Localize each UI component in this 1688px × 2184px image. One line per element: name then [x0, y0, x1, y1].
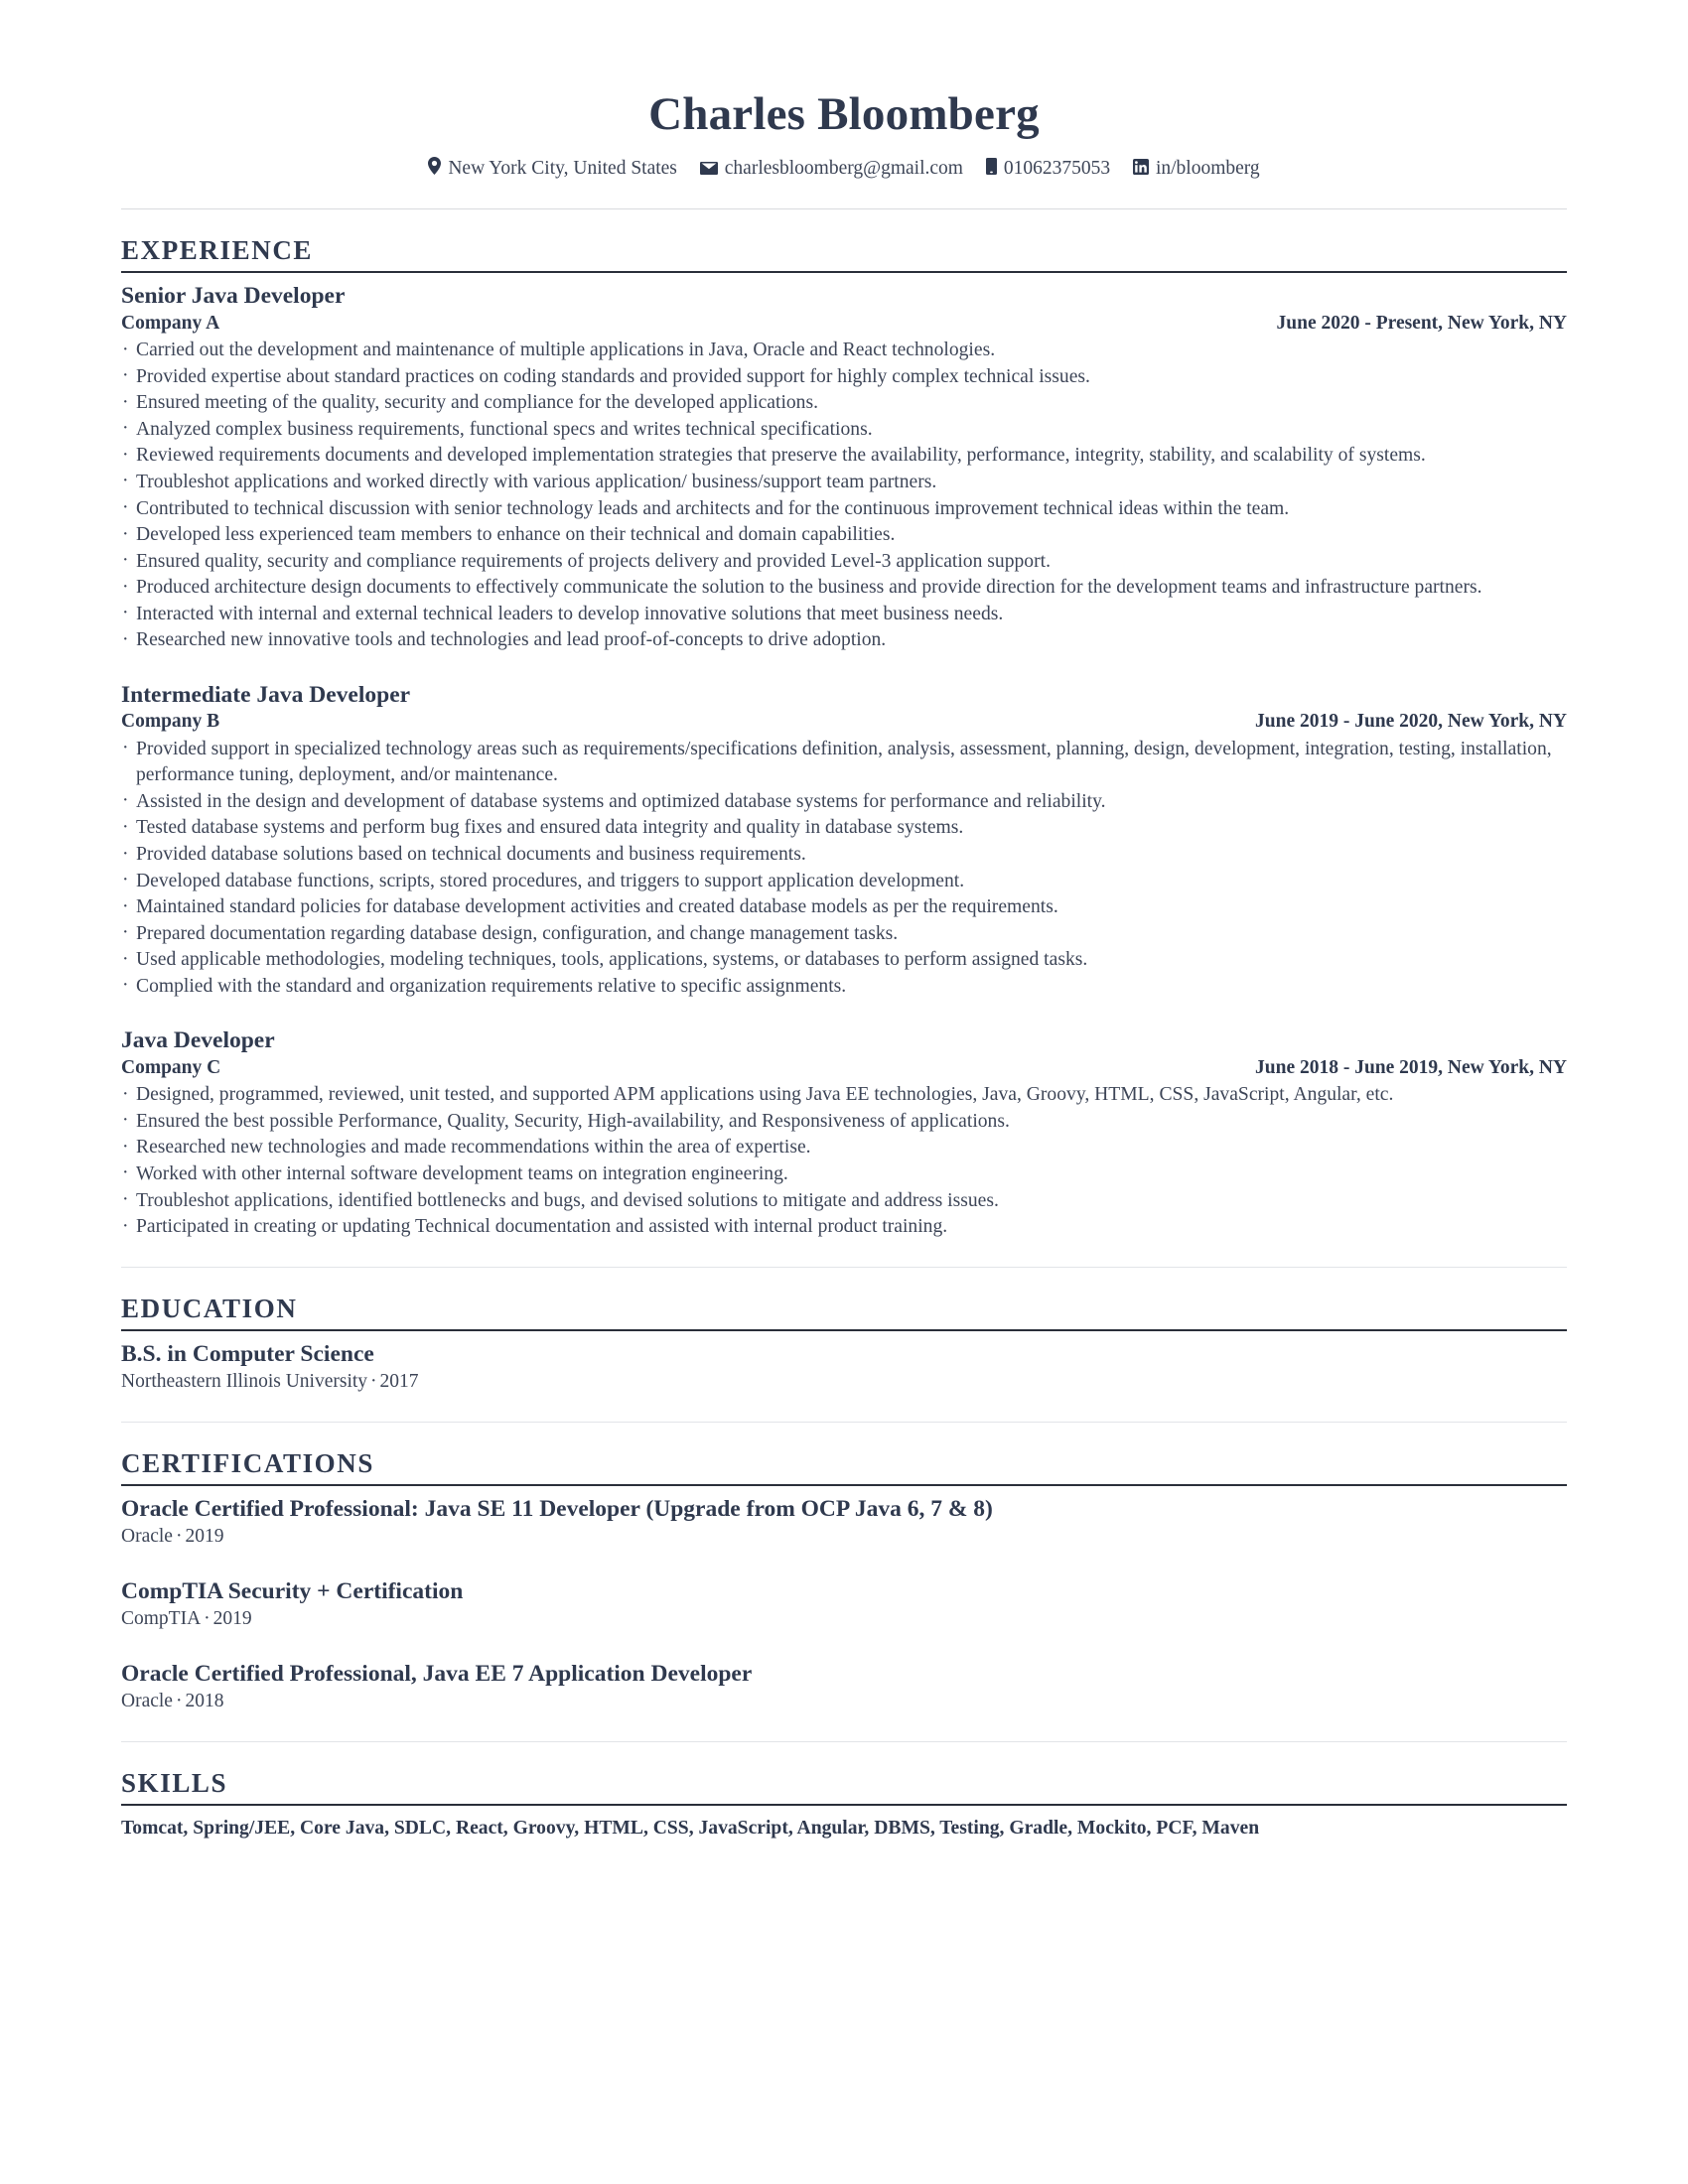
job-bullet: · Worked with other internal software development teams on integration engineering. [121, 1161, 1567, 1188]
job-bullets [121, 737, 1567, 1000]
certification-name: CompTIA Security + Certification [121, 1577, 464, 1604]
contact-email-text: charlesbloomberg@gmail.com [724, 157, 963, 179]
contact-email[interactable] [700, 156, 963, 181]
mobile-phone-icon [986, 158, 997, 181]
section-title-skills: SKILLS [121, 1767, 228, 1798]
certification-year: 2018 [185, 1691, 224, 1712]
certification-issuer: CompTIA [121, 1608, 202, 1630]
certification-name: Oracle Certified Professional, Java EE 7 Application Developer [121, 1660, 753, 1687]
section-title-experience: EXPERIENCE [121, 235, 314, 266]
job-bullet: · Produced architecture design documents to effectively communicate the solution to the business and provide direction for the development teams and infrastructure partners. [121, 575, 1567, 602]
certification-separator: · [175, 1526, 183, 1548]
job-bullet: · Contributed to technical discussion with senior technology leads and architects and for the continuous improvement technical ideas within the team. [121, 496, 1567, 523]
experience-entry [121, 681, 1567, 1001]
section-rule [121, 1329, 1567, 1331]
section-experience [121, 235, 1567, 1240]
section-rule [121, 271, 1567, 273]
job-bullets [121, 1082, 1567, 1240]
section-certifications [121, 1448, 1567, 1715]
section-title-certifications: CERTIFICATIONS [121, 1447, 374, 1478]
certification-entry [121, 1660, 1567, 1715]
job-title: Senior Java Developer [121, 283, 346, 310]
job-bullet: · Maintained standard policies for database development activities and created database models as per the requirements. [121, 894, 1567, 921]
job-bullet: · Ensured the best possible Performance, Quality, Security, High-availability, and Responsiveness of applications. [121, 1109, 1567, 1136]
resume-header [121, 89, 1567, 209]
job-bullet: · Prepared documentation regarding database design, configuration, and change management tasks. [121, 921, 1567, 948]
header-divider [121, 208, 1567, 209]
certification-meta [121, 1524, 1567, 1550]
certification-issuer: Oracle [121, 1526, 173, 1548]
section-divider [121, 1741, 1567, 1742]
job-bullet: · Developed database functions, scripts, stored procedures, and triggers to support application development. [121, 869, 1567, 895]
job-meta [121, 1056, 1567, 1080]
job-bullet: · Carried out the development and maintenance of multiple applications in Java, Oracle and React technologies. [121, 338, 1567, 364]
contact-location [428, 156, 677, 181]
certification-year: 2019 [212, 1608, 252, 1630]
job-bullet: · Ensured quality, security and compliance requirements of projects delivery and provided Level-3 application support. [121, 549, 1567, 576]
job-meta [121, 312, 1567, 336]
section-title-education: EDUCATION [121, 1293, 298, 1323]
job-title: Java Developer [121, 1027, 275, 1054]
contact-location-text: New York City, United States [448, 157, 677, 179]
location-pin-icon [428, 157, 441, 181]
job-bullet: · Troubleshot applications and worked directly with various application/ business/support team partners. [121, 470, 1567, 496]
contact-info-line [121, 156, 1567, 181]
contact-phone[interactable] [986, 156, 1110, 181]
job-bullet: · Provided support in specialized technology areas such as requirements/specifications definition, analysis, assessment, planning, design, development, integration, testing, installation, performance tuning, deployment, and/or maintenance. [121, 737, 1567, 789]
job-bullet: · Complied with the standard and organization requirements relative to specific assignments. [121, 974, 1567, 1001]
certification-entry [121, 1577, 1567, 1633]
contact-linkedin[interactable] [1133, 156, 1260, 181]
linkedin-icon [1133, 158, 1149, 181]
education-separator: · [370, 1371, 377, 1393]
envelope-icon [700, 158, 718, 181]
job-bullet: · Developed less experienced team members to enhance on their technical and domain capabilities. [121, 522, 1567, 549]
job-title: Intermediate Java Developer [121, 681, 411, 708]
job-dates-location: June 2019 - June 2020, New York, NY [1255, 711, 1567, 733]
job-bullet: · Analyzed complex business requirements, functional specs and writes technical specifications. [121, 417, 1567, 444]
contact-phone-text: 01062375053 [1003, 157, 1111, 179]
job-bullet: · Assisted in the design and development of database systems and optimized database systems for performance and reliability. [121, 789, 1567, 816]
experience-entry [121, 1026, 1567, 1240]
experience-entry [121, 282, 1567, 654]
contact-linkedin-text: in/bloomberg [1155, 157, 1260, 179]
job-bullet: · Reviewed requirements documents and developed implementation strategies that preserve the availability, performance, integrity, stability, and scalability of systems. [121, 443, 1567, 470]
section-divider [121, 1422, 1567, 1423]
job-meta [121, 710, 1567, 734]
job-bullet: · Ensured meeting of the quality, security and compliance for the developed applications. [121, 390, 1567, 417]
certification-separator: · [204, 1608, 211, 1630]
section-education [121, 1294, 1567, 1396]
education-degree: B.S. in Computer Science [121, 1340, 374, 1367]
job-company: Company B [121, 711, 220, 733]
job-bullet: · Researched new technologies and made recommendations within the area of expertise. [121, 1135, 1567, 1161]
job-bullet: · Used applicable methodologies, modeling techniques, tools, applications, systems, or databases to perform assigned tasks. [121, 947, 1567, 974]
certification-meta [121, 1689, 1567, 1714]
section-rule [121, 1484, 1567, 1486]
job-bullet: · Troubleshot applications, identified bottlenecks and bugs, and devised solutions to mitigate and address issues. [121, 1188, 1567, 1215]
job-bullet: · Tested database systems and perform bug fixes and ensured data integrity and quality in database systems. [121, 815, 1567, 842]
job-bullet: · Researched new innovative tools and technologies and lead proof-of-concepts to drive adoption. [121, 627, 1567, 654]
certification-entry [121, 1495, 1567, 1551]
candidate-name: Charles Bloomberg [648, 88, 1040, 140]
certification-separator: · [175, 1691, 183, 1712]
certification-issuer: Oracle [121, 1691, 173, 1712]
job-bullet: · Provided database solutions based on technical documents and business requirements. [121, 842, 1567, 869]
job-dates-location: June 2018 - June 2019, New York, NY [1255, 1056, 1567, 1078]
skills-list: Tomcat, Spring/JEE, Core Java, SDLC, React, Groovy, HTML, CSS, JavaScript, Angular, DBMS, Testing, Gradle, Mockito, PCF, Maven [121, 1817, 1260, 1839]
job-bullet: · Participated in creating or updating Technical documentation and assisted with internal product training. [121, 1214, 1567, 1241]
certification-meta [121, 1606, 1567, 1632]
education-year: 2017 [379, 1371, 419, 1393]
job-company: Company C [121, 1056, 221, 1078]
job-bullet: · Interacted with internal and external technical leaders to develop innovative solutions that meet business needs. [121, 602, 1567, 628]
section-skills [121, 1768, 1567, 1842]
certification-year: 2019 [185, 1526, 224, 1548]
section-divider [121, 1267, 1567, 1268]
job-bullets [121, 338, 1567, 654]
education-school: Northeastern Illinois University [121, 1371, 368, 1393]
job-company: Company A [121, 312, 220, 334]
education-entry [121, 1340, 1567, 1396]
section-rule [121, 1804, 1567, 1806]
job-bullet: · Designed, programmed, reviewed, unit tested, and supported APM applications using Java EE technologies, Java, Groovy, HTML, CSS, JavaScript, Angular, etc. [121, 1082, 1567, 1109]
job-bullet: · Provided expertise about standard practices on coding standards and provided support for highly complex technical issues. [121, 364, 1567, 391]
education-meta [121, 1369, 1567, 1395]
certification-name: Oracle Certified Professional: Java SE 11 Developer (Upgrade from OCP Java 6, 7 & 8) [121, 1495, 993, 1522]
job-dates-location: June 2020 - Present, New York, NY [1276, 312, 1567, 334]
